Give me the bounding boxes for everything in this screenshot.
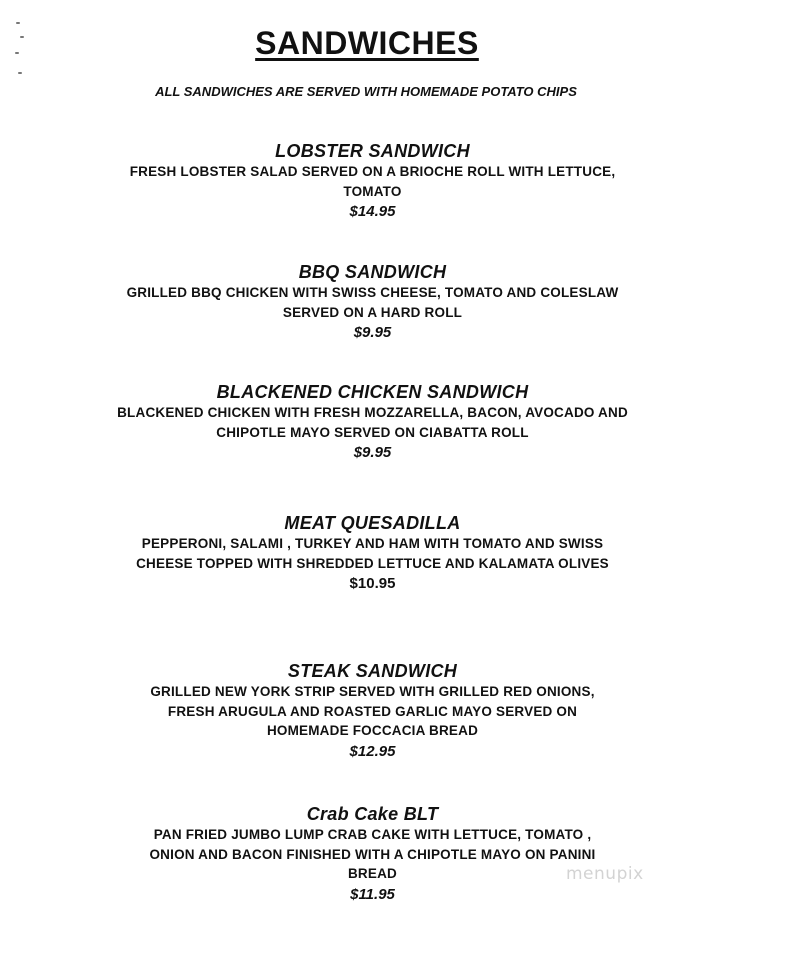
item-price: $9.95 [353,444,392,461]
menupix-watermark: menupix [566,864,644,884]
item-price: $14.95 [349,203,396,220]
item-name: STEAK SANDWICH [287,661,458,681]
item-price: $12.95 [349,742,396,760]
item-description: PAN FRIED JUMBO LUMP CRAB CAKE WITH LETTUCE, TOMATO , ONION AND BACON FINISHED WITH A CHIPOTLE MAYO ON PANINI BREAD [149,827,596,881]
menu-item-steak [95,660,650,762]
item-name: MEAT QUESADILLA [284,513,461,533]
menu-item-blackened-chicken [95,381,650,463]
menu-item-lobster [95,140,650,222]
menu-subtitle: ALL SANDWICHES ARE SERVED WITH HOMEMADE POTATO CHIPS [155,84,577,99]
item-price: $9.95 [353,324,392,341]
item-name: BLACKENED CHICKEN SANDWICH [216,382,529,402]
item-description: GRILLED BBQ CHICKEN WITH SWISS CHEESE, TOMATO AND COLESLAW SERVED ON A HARD ROLL [126,285,619,320]
item-price: $10.95 [349,575,396,592]
item-name: Crab Cake BLT [306,804,439,824]
menu-item-meat-quesadilla [95,512,650,594]
item-name: LOBSTER SANDWICH [275,141,470,161]
item-price: $11.95 [350,885,395,903]
item-description: FRESH LOBSTER SALAD SERVED ON A BRIOCHE ROLL WITH LETTUCE, TOMATO [129,164,616,199]
item-description: BLACKENED CHICKEN WITH FRESH MOZZARELLA, BACON, AVOCADO AND CHIPOTLE MAYO SERVED ON CIABATTA ROLL [117,405,628,440]
menu-item-crab-cake-blt [95,803,650,905]
item-name: BBQ SANDWICH [298,262,447,282]
menu-item-bbq [95,261,650,343]
item-description: GRILLED NEW YORK STRIP SERVED WITH GRILLED RED ONIONS, FRESH ARUGULA AND ROASTED GARLIC MAYO SERVED ON HOMEMADE FOCCACIA BREAD [150,684,595,738]
page-title: SANDWICHES [255,25,479,61]
item-description: PEPPERONI, SALAMI , TURKEY AND HAM WITH TOMATO AND SWISS CHEESE TOPPED WITH SHREDDED LETTUCE AND KALAMATA OLIVES [136,536,609,571]
